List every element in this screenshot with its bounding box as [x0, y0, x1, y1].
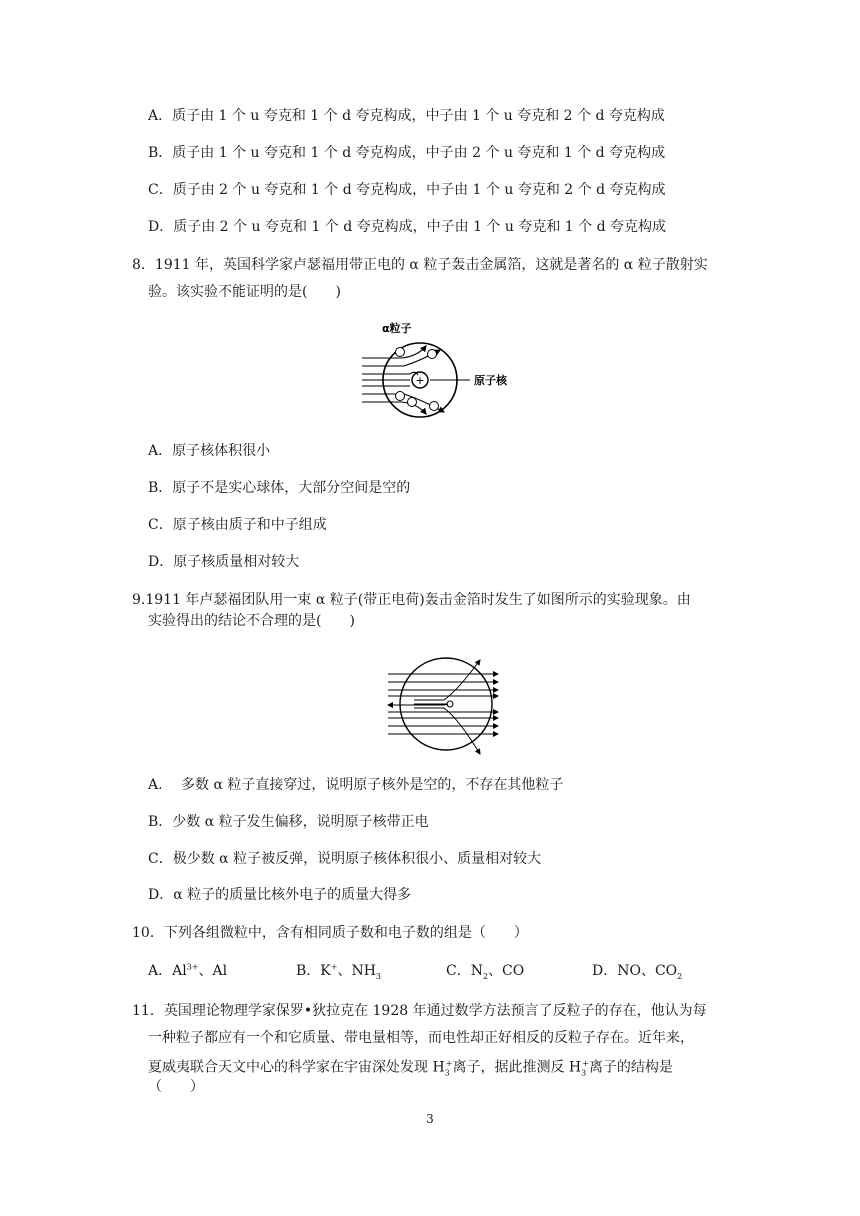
q9-option-c: C．极少数 α 粒子被反弹，说明原子核体积很小、质量相对较大: [148, 851, 542, 867]
q11-stem-line1: 11．英国理论物理学家保罗•狄拉克在 1928 年通过数学方法预言了反粒子的存在，他认为每: [132, 1003, 707, 1019]
q7-option-c: C．质子由 2 个 u 夸克和 1 个 d 夸克构成，中子由 1 个 u 夸克和 2 个 d 夸克构成: [148, 182, 666, 198]
q7-option-a: A．质子由 1 个 u 夸克和 1 个 d 夸克构成，中子由 1 个 u 夸克和 2 个 d 夸克构成: [148, 108, 665, 124]
q9-stem-line2: 实验得出的结论不合理的是( ): [148, 613, 355, 629]
q8-option-c: C．原子核由质子和中子组成: [148, 517, 327, 533]
q8-option-a: A．原子核体积很小: [148, 443, 271, 459]
nucleus-label: 原子核: [474, 374, 507, 387]
q9-option-b: B．少数 α 粒子发生偏移，说明原子核带正电: [148, 814, 429, 830]
q10-option-c: C．$N_2$、CO: [446, 963, 525, 981]
q9-stem-line1: 9.1911 年卢瑟福团队用一束 α 粒子(带正电荷)轰击金箔时发生了如图所示的实验现象。由: [132, 592, 691, 608]
q10-option-b: B．K+、$NH_3$: [296, 962, 382, 981]
q8-option-b: B．原子不是实心球体，大部分空间是空的: [148, 480, 411, 496]
page-number: 3: [426, 1112, 434, 1126]
nucleus-plus-symbol: +: [415, 374, 425, 387]
alpha-particle-label: α粒子: [382, 322, 412, 335]
q8-option-d: D．原子核质量相对较大: [148, 554, 300, 570]
q7-option-d: D．质子由 2 个 u 夸克和 1 个 d 夸克构成，中子由 1 个 u 夸克和 1 个 d 夸克构成: [148, 219, 667, 235]
alpha-scattering-figure-2: [384, 650, 504, 760]
q8-stem-line2: 验。该实验不能证明的是( ): [148, 284, 341, 300]
q10-option-a: A．$Al^{3+}$、Al: [148, 962, 228, 979]
q11-stem-line3: 夏威夷联合天文中心的科学家在宇宙深处发现 $H_3^+$离子，据此推测反 $H_3^+$离子的结构是: [148, 1059, 673, 1078]
alpha-scattering-figure-1: [360, 318, 520, 418]
q9-option-d: D．α 粒子的质量比核外电子的质量大得多: [148, 887, 412, 903]
q11-stem-line2: 一种粒子都应有一个和它质量、带电量相等，而电性却正好相反的反粒子存在。近年来，: [148, 1030, 694, 1046]
q10-option-d: D．NO、$CO_2$: [592, 963, 683, 981]
q10-stem: 10．下列各组微粒中，含有相同质子数和电子数的组是（ ）: [132, 925, 528, 941]
q10-options: [148, 960, 708, 980]
q7-option-b: B．质子由 1 个 u 夸克和 1 个 d 夸克构成，中子由 2 个 u 夸克和 1 个 d 夸克构成: [148, 145, 666, 161]
q8-stem-line1: 8．1911 年，英国科学家卢瑟福用带正电的 α 粒子轰击金属箔，这就是著名的 α 粒子散射实: [132, 257, 708, 273]
q11-stem-line4: （ ）: [148, 1079, 204, 1095]
q9-option-a: A. 多数 α 粒子直接穿过，说明原子核外是空的，不存在其他粒子: [148, 777, 564, 793]
